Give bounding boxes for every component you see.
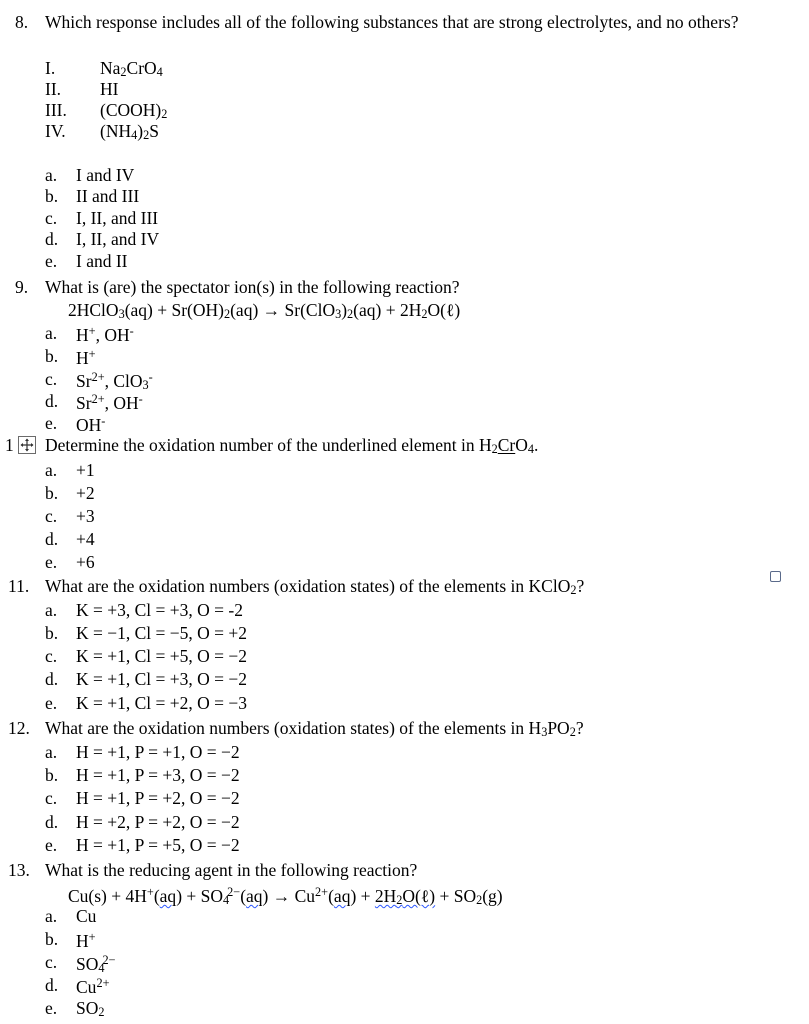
q11-option-letter: e.: [45, 693, 58, 713]
q8-option-text: II and III: [76, 186, 140, 206]
q9-option-text: H+, OH-: [76, 324, 134, 346]
q8-item-formula: (NH4)2S: [100, 121, 159, 142]
q11-option-text: K = +1, Cl = +5, O = −2: [76, 646, 248, 666]
q13-option-text: Cu: [76, 906, 97, 926]
q9-text: What is (are) the spectator ion(s) in the following reaction?: [45, 277, 460, 297]
q13-option-letter: e.: [45, 998, 58, 1018]
q13-option-text: SO2: [76, 998, 105, 1019]
q12-option-letter: a.: [45, 742, 58, 762]
q10-option-text: +1: [76, 460, 95, 480]
q13-option-text: $Cu^{2+}$: [76, 976, 110, 998]
q13-option-letter: a.: [45, 906, 58, 926]
q10-option-text: +3: [76, 506, 95, 526]
q11-option-letter: c.: [45, 646, 58, 666]
q12-option-text: H = +2, P = +2, O = −2: [76, 812, 240, 832]
q9-option-letter: d.: [45, 391, 59, 411]
move-arrows-icon: [20, 438, 34, 452]
q10-text: Determine the oxidation number of the underlined element in H2CrO4.: [45, 435, 539, 456]
q8-option-letter: b.: [45, 186, 59, 206]
q12-option-letter: e.: [45, 835, 58, 855]
q9-option-letter: a.: [45, 323, 58, 343]
q10-option-letter: d.: [45, 529, 59, 549]
q8-option-text: I, II, and III: [76, 208, 159, 228]
q11-text: What are the oxidation numbers (oxidation states) of the elements in KClO2?: [45, 576, 585, 597]
q11-option-text: K = +3, Cl = +3, O = -2: [76, 600, 243, 620]
q12-option-text: H = +1, P = +2, O = −2: [76, 788, 240, 808]
q8-text: Which response includes all of the following substances that are strong electrolytes, and no others?: [45, 12, 739, 32]
q9-option-letter: c.: [45, 369, 58, 389]
q11-option-text: K = +1, Cl = +3, O = −2: [76, 669, 248, 689]
q12-option-letter: b.: [45, 765, 59, 785]
q10-option-letter: b.: [45, 483, 59, 503]
q9-option-text: OH-: [76, 414, 106, 436]
q11-number: 11.: [8, 576, 30, 596]
q10-number: 1: [5, 437, 14, 455]
q9-option-letter: e.: [45, 413, 58, 433]
q9-option-text: $Sr^{2+}$, ClO3-: [76, 370, 153, 392]
q8-option-letter: c.: [45, 208, 58, 228]
q11-option-letter: b.: [45, 623, 59, 643]
q10-option-letter: e.: [45, 552, 58, 572]
q13-option-text: $SO4^{2-}$: [76, 953, 116, 975]
q10-option-letter: a.: [45, 460, 58, 480]
q13-option-letter: b.: [45, 929, 59, 949]
move-handle[interactable]: [18, 436, 36, 454]
q10-option-text: +4: [76, 529, 95, 549]
q8-option-letter: a.: [45, 165, 58, 185]
q13-number: 13.: [8, 860, 30, 880]
q9-option-text: $Sr^{2+}$, OH-: [76, 392, 143, 414]
q13-text: What is the reducing agent in the following reaction?: [45, 860, 418, 880]
q8-item-roman: II.: [45, 79, 62, 99]
q8-item-roman: I.: [45, 58, 56, 78]
checkbox[interactable]: [770, 571, 781, 582]
q12-number: 12.: [8, 718, 30, 738]
q12-option-letter: d.: [45, 812, 59, 832]
q9-reaction: 2HClO3(aq) + Sr(OH)2(aq) → Sr(ClO3)2(aq) + 2H2O(ℓ): [68, 300, 461, 321]
q8-option-letter: e.: [45, 251, 58, 271]
q10-option-text: +6: [76, 552, 95, 572]
q8-option-letter: d.: [45, 229, 59, 249]
q12-option-letter: c.: [45, 788, 58, 808]
q11-option-text: K = −1, Cl = −5, O = +2: [76, 623, 248, 643]
q13-option-text: H+: [76, 930, 96, 952]
q10-option-letter: c.: [45, 506, 58, 526]
q12-option-text: H = +1, P = +1, O = −2: [76, 742, 240, 762]
q8-item-formula: Na2CrO4: [100, 58, 163, 79]
q8-option-text: I and IV: [76, 165, 135, 185]
q11-option-letter: d.: [45, 669, 59, 689]
q9-option-text: H+: [76, 347, 96, 369]
q8-number: 8.: [15, 12, 29, 32]
q8-item-formula: (COOH)2: [100, 100, 168, 121]
q12-option-text: H = +1, P = +3, O = −2: [76, 765, 240, 785]
q12-option-text: H = +1, P = +5, O = −2: [76, 835, 240, 855]
q11-option-letter: a.: [45, 600, 58, 620]
q8-item-roman: IV.: [45, 121, 66, 141]
q12-text: What are the oxidation numbers (oxidation states) of the elements in H3PO2?: [45, 718, 584, 739]
q11-option-text: K = +1, Cl = +2, O = −3: [76, 693, 248, 713]
q13-reaction: $Cu(s) + 4H^+(aq) + SO4^{2-}(aq) \to Cu^{2+}(aq)$ + 2H2O(ℓ) + SO2(g): [68, 885, 503, 907]
q8-option-text: I and II: [76, 251, 128, 271]
q13-option-letter: c.: [45, 952, 58, 972]
q9-option-letter: b.: [45, 346, 59, 366]
q10-option-text: +2: [76, 483, 95, 503]
q9-number: 9.: [15, 277, 29, 297]
q8-item-roman: III.: [45, 100, 67, 120]
q8-item-formula: HI: [100, 79, 119, 99]
q13-option-letter: d.: [45, 975, 59, 995]
q8-option-text: I, II, and IV: [76, 229, 160, 249]
